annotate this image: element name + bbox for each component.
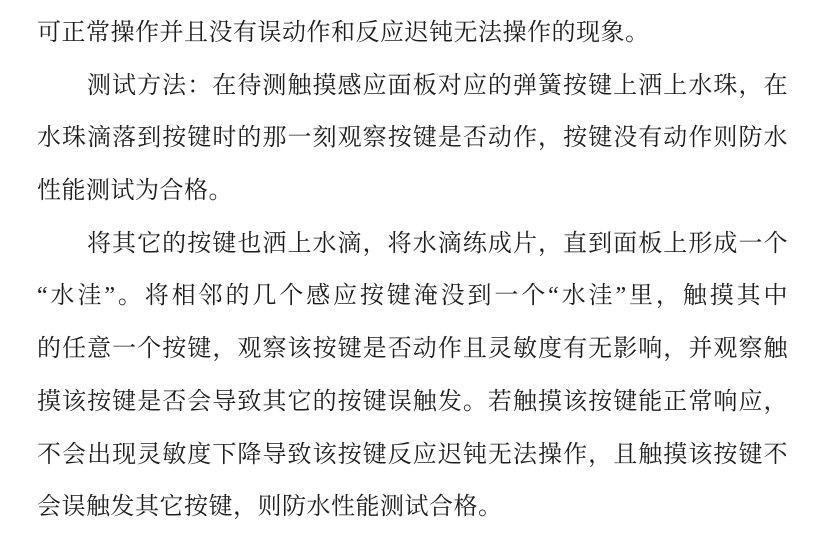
text-line: 摸该按键是否会导致其它的按键误触发。若触摸该按键能正常响应， xyxy=(37,388,788,415)
text-line: 性能测试为合格。 xyxy=(37,178,233,205)
text-line: 可正常操作并且没有误动作和反应迟钝无法操作的现象。 xyxy=(37,20,650,46)
document-text-block xyxy=(37,7,788,534)
text-line: 会误触发其它按键，则防水性能测试合格。 xyxy=(37,494,503,521)
text-line: 将其它的按键也洒上水滴，将水滴练成片，直到面板上形成一个 xyxy=(87,230,788,257)
text-line: 不会出现灵敏度下降导致该按键反应迟钝无法操作，且触摸该按键不 xyxy=(37,441,788,468)
text-line: 测试方法：在待测触摸感应面板对应的弹簧按键上洒上水珠，在 xyxy=(87,72,788,99)
text-line: “水洼”。将相邻的几个感应按键淹没到一个“水洼”里，触摸其中 xyxy=(37,283,788,310)
text-line: 水珠滴落到按键时的那一刻观察按键是否动作，按键没有动作则防水 xyxy=(37,125,788,152)
text-line: 的任意一个按键，观察该按键是否动作且灵敏度有无影响，并观察触 xyxy=(37,336,788,363)
